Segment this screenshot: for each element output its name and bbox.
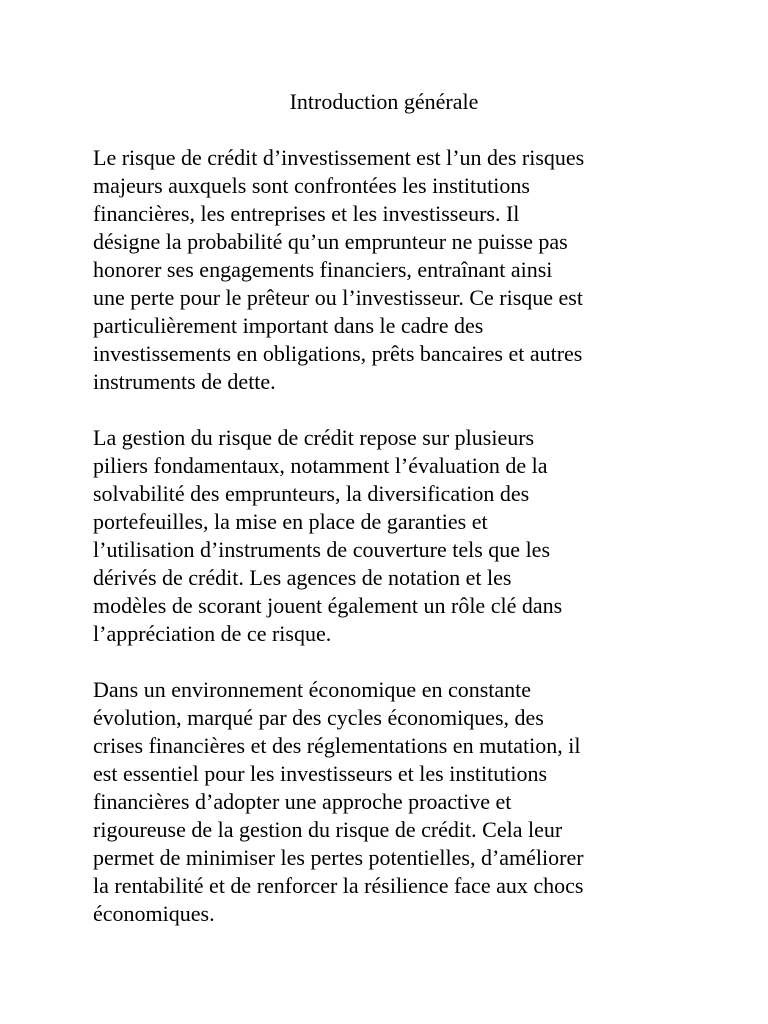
paragraph-line: piliers fondamentaux, notamment l’évaluation de la: [93, 453, 548, 478]
paragraph-line: évolution, marqué par des cycles économiques, des: [93, 705, 544, 730]
paragraph-3: [93, 676, 693, 928]
paragraph-line: est essentiel pour les investisseurs et les institutions: [93, 761, 548, 786]
paragraph-line: l’utilisation d’instruments de couverture tels que les: [93, 537, 551, 562]
paragraph-line: particulièrement important dans le cadre des: [93, 313, 484, 338]
paragraph-line: désigne la probabilité qu’un emprunteur ne puisse pas: [93, 229, 568, 254]
paragraph-line: dérivés de crédit. Les agences de notation et les: [93, 565, 512, 590]
document-body: [93, 144, 693, 956]
paragraph-line: l’appréciation de ce risque.: [93, 621, 332, 646]
paragraph-line: financières d’adopter une approche proactive et: [93, 789, 512, 814]
paragraph-line: une perte pour le prêteur ou l’investisseur. Ce risque est: [93, 285, 583, 310]
paragraph-line: financières, les entreprises et les investisseurs. Il: [93, 201, 520, 226]
paragraph-line: permet de minimiser les pertes potentielles, d’améliorer: [93, 845, 584, 870]
paragraph-line: honorer ses engagements financiers, entraînant ainsi: [93, 257, 553, 282]
paragraph-line: la rentabilité et de renforcer la résilience face aux chocs: [93, 873, 584, 898]
paragraph-line: modèles de scorant jouent également un rôle clé dans: [93, 593, 563, 618]
paragraph-line: majeurs auxquels sont confrontées les institutions: [93, 173, 530, 198]
paragraph-1: [93, 144, 693, 396]
document-title: Introduction générale: [289, 89, 479, 114]
paragraph-line: économiques.: [93, 901, 215, 926]
paragraph-line: rigoureuse de la gestion du risque de crédit. Cela leur: [93, 817, 563, 842]
paragraph-2: [93, 424, 693, 648]
paragraph-line: portefeuilles, la mise en place de garanties et: [93, 509, 488, 534]
paragraph-line: Le risque de crédit d’investissement est l’un des risques: [93, 145, 585, 170]
paragraph-line: crises financières et des réglementations en mutation, il: [93, 733, 581, 758]
paragraph-line: instruments de dette.: [93, 369, 276, 394]
paragraph-line: investissements en obligations, prêts bancaires et autres: [93, 341, 583, 366]
paragraph-line: solvabilité des emprunteurs, la diversification des: [93, 481, 530, 506]
paragraph-line: La gestion du risque de crédit repose sur plusieurs: [93, 425, 535, 450]
paragraph-line: Dans un environnement économique en constante: [93, 677, 532, 702]
